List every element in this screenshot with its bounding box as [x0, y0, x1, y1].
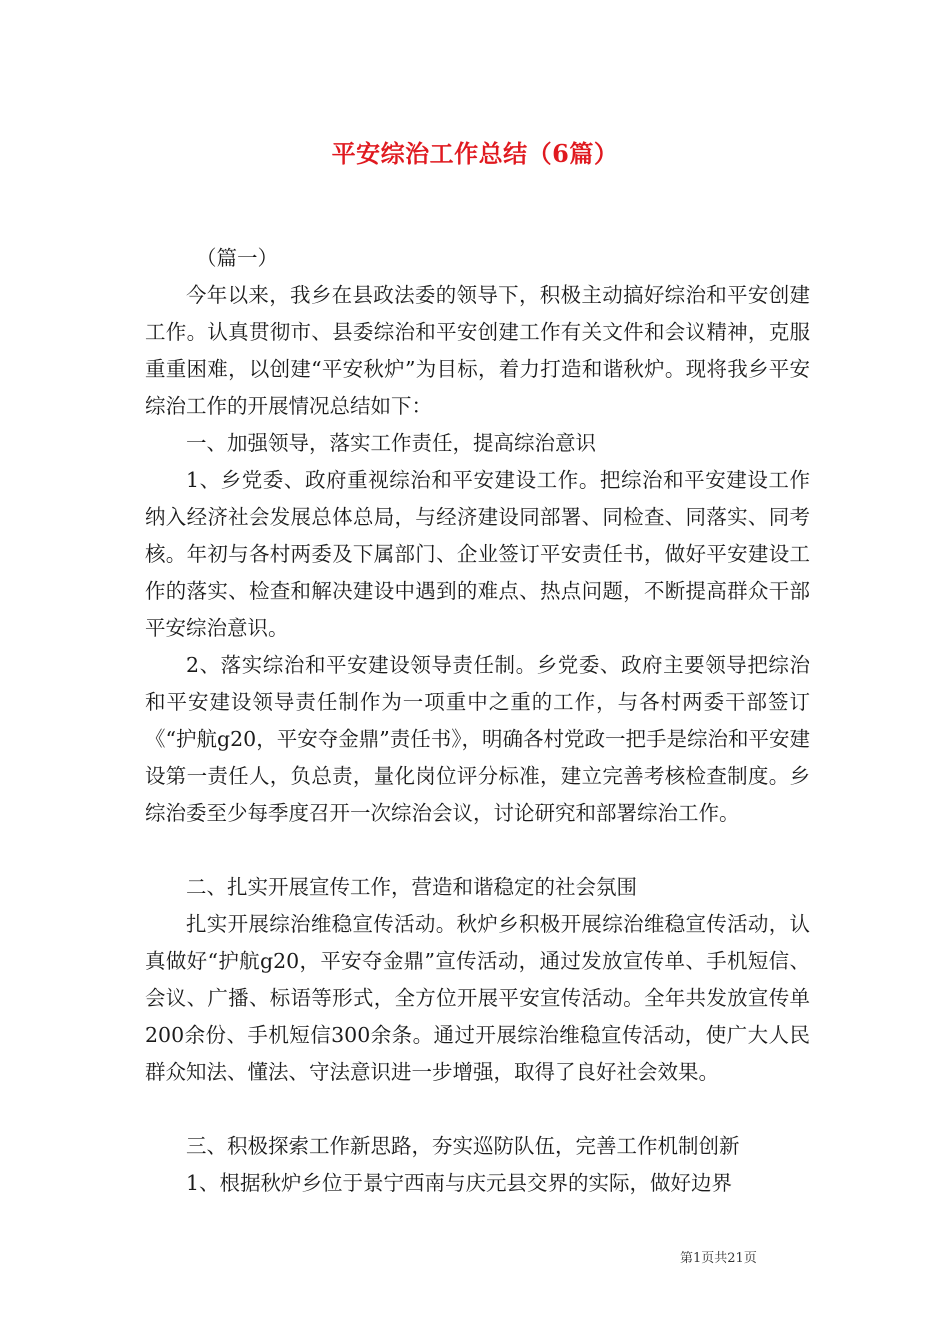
- paragraph-intro: 今年以来，我乡在县政法委的领导下，积极主动搞好综治和平安创建工作。认真贯彻市、县委综治和平安创建工作有关文件和会议精神，克服重重困难，以创建“平安秋炉”为目标，着力打造和谐秋炉。现将我乡平安综治工作的开展情况总结如下：: [145, 283, 810, 418]
- paragraph-1-1: 1、乡党委、政府重视综治和平安建设工作。把综治和平安建设工作纳入经济社会发展总体总局，与经济建设同部署、同检查、同落实、同考核。年初与各村两委及下属部门、企业签订平安责任书，做好平安建设工作的落实、检查和解决建设中遇到的难点、热点问题，不断提高群众干部平安综治意识。: [145, 468, 810, 640]
- paragraph-2: 扎实开展综治维稳宣传活动。秋炉乡积极开展综治维稳宣传活动，认真做好“护航g20，平安夺金鼎”宣传活动，通过发放宣传单、手机短信、会议、广播、标语等形式，全方位开展平安宣传活动。全年共发放宣传单200余份、手机短信300余条。通过开展综治维稳宣传活动，使广大人民群众知法、懂法、守法意识进一步增强，取得了良好社会效果。: [145, 912, 810, 1084]
- paragraph-1-2: 2、落实综治和平安建设领导责任制。乡党委、政府主要领导把综治和平安建设领导责任制作为一项重中之重的工作，与各村两委干部签订《“护航g20，平安夺金鼎”责任书》，明确各村党政一把手是综治和平安建设第一责任人，负总责，量化岗位评分标准，建立完善考核检查制度。乡综治委至少每季度召开一次综治会议，讨论研究和部署综治工作。: [145, 653, 810, 825]
- section-label: （篇一）: [196, 246, 278, 270]
- heading-section-3: 三、积极探索工作新思路，夯实巡防队伍，完善工作机制创新: [186, 1134, 740, 1158]
- paragraph-3-1: 1、根据秋炉乡位于景宁西南与庆元县交界的实际，做好边界: [186, 1171, 733, 1195]
- heading-section-1: 一、加强领导，落实工作责任，提高综治意识: [186, 431, 596, 455]
- heading-section-2: 二、扎实开展宣传工作，营造和谐稳定的社会氛围: [186, 875, 637, 899]
- document-title: 平安综治工作总结（6篇）: [331, 139, 619, 168]
- page-number-footer: 第1页共21页: [680, 1251, 757, 1266]
